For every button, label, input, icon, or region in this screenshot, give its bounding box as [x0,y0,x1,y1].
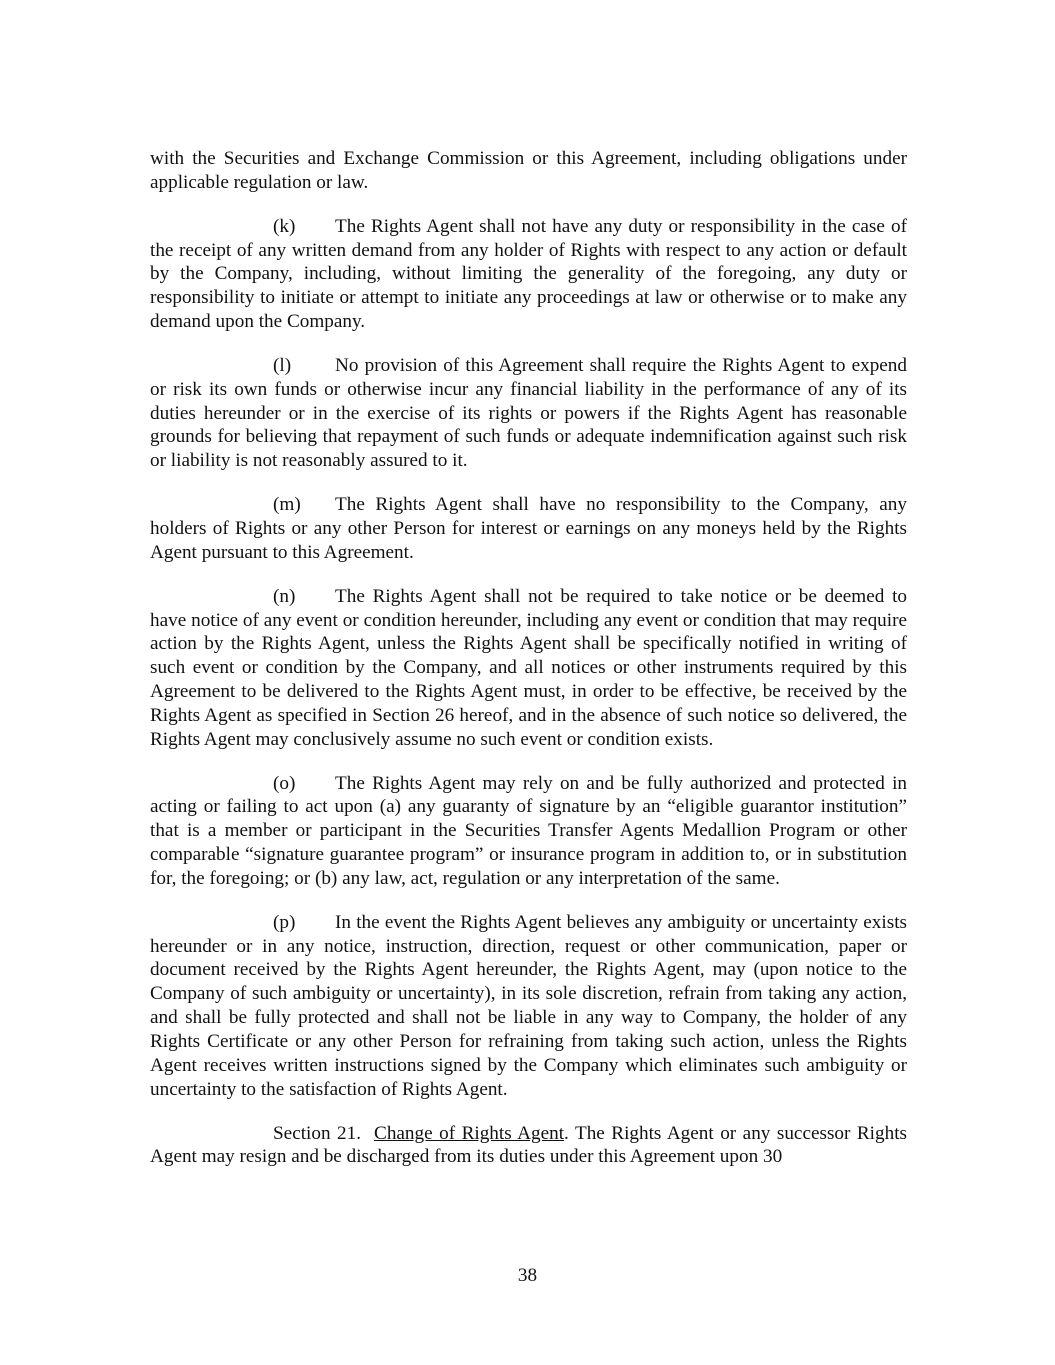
paragraph-text: The Rights Agent shall not be required to take notice or be deemed to have notice of any event or condition hereunder, including any event or condition that may require action by the Rights Agent, unless the Rights Agent shall be specifically notified in writing of such event or condition by the Company, and all notices or other instruments required by this Agreement to be delivered to the Rights Agent must, in order to be effective, be received by the Rights Agent as specified in Section 26 hereof, and in the absence of such notice so delivered, the Rights Agent may conclusively assume no such event or condition exists. [150,585,907,750]
page-number: 38 [517,1265,538,1286]
paragraph-label: (m) [273,494,301,516]
section-number: Section 21. [273,1122,362,1144]
paragraph-text: The Rights Agent shall not have any duty or responsibility in the case of the receipt of any written demand from any holder of Rights with respect to any action or default by the Company, including, without limiting the generality of the foregoing, any duty or responsibility to initiate or attempt to initiate any proceedings at law or otherwise or to make any demand upon the Company. [150,215,907,333]
paragraph-text: The Rights Agent may rely on and be fully authorized and protected in acting or failing to act upon (a) any guaranty of signature by an “eligible guarantor institution” that is a member or participant in the Securities Transfer Agents Medallion Program or other comparable “signature guarantee program” or insurance program in addition to, or in substitution for, the foregoing; or (b) any law, act, regulation or any interpretation of the same. [150,772,907,889]
paragraph-l [150,354,907,473]
paragraph-k [150,215,907,334]
paragraph-m [150,493,907,565]
paragraph-text: No provision of this Agreement shall require the Rights Agent to expend or risk its own funds or otherwise incur any financial liability in the performance of any of its duties hereunder or in the exercise of its rights or powers if the Rights Agent has reasonable grounds for believing that repayment of such funds or adequate indemnification against such risk or liability is not reasonably assured to it. [150,354,907,472]
paragraph-text: The Rights Agent shall have no responsibility to the Company, any holders of Rights or any other Person for interest or earnings on any moneys held by the Rights Agent pursuant to this Agreement. [150,494,907,563]
continuation-paragraph: with the Securities and Exchange Commission or this Agreement, including obligations under applicable regulation or law. [150,148,907,193]
paragraph-label: (k) [273,215,296,237]
paragraph-label: (n) [273,585,296,607]
paragraph-text: In the event the Rights Agent believes any ambiguity or uncertainty exists hereunder or in any notice, instruction, direction, request or other communication, paper or document received by the Rights Agent hereunder, the Rights Agent, may (upon notice to the Company of such ambiguity or uncertainty), in its sole discretion, refrain from taking any action, and shall be fully protected and shall not be liable in any way to Company, the holder of any Rights Certificate or any other Person for refraining from taking such action, unless the Rights Agent receives written instructions signed by the Company which eliminates such ambiguity or uncertainty to the satisfaction of Rights Agent. [150,911,907,1100]
section-title: Change of Rights Agent [374,1122,565,1144]
paragraph-n [150,585,907,752]
document-page [150,147,907,1189]
section-21-paragraph [150,1122,907,1170]
paragraph-label: (l) [273,354,292,376]
paragraph-label: (o) [273,772,296,794]
paragraph-label: (p) [273,911,296,933]
paragraph-p [150,911,907,1102]
section-text: . The Rights Agent or any successor Rights Agent may resign and be discharged from its duties under this Agreement upon 30 [150,1122,908,1168]
paragraph-o [150,772,907,891]
